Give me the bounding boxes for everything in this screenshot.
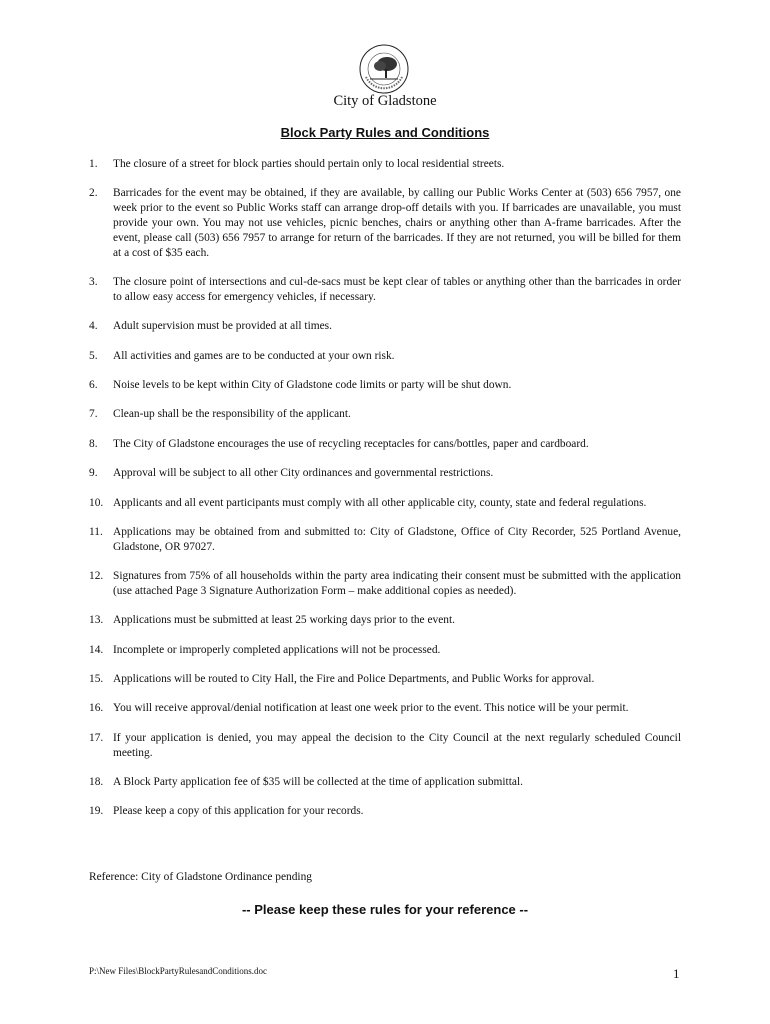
rule-item: [89, 643, 681, 658]
rule-number: 12.: [89, 570, 104, 583]
rule-item: [89, 569, 681, 599]
rule-item: [89, 701, 681, 716]
rule-text: The closure point of intersections and cul-de-sacs must be kept clear of tables or anything other than the barricades in order to allow easy access for emergency vehicles, if necessary.: [113, 275, 681, 303]
rule-item: [89, 275, 681, 305]
rules-list: [89, 157, 681, 819]
rule-text: Please keep a copy of this application for your records.: [113, 805, 364, 818]
rule-number: 1.: [89, 158, 98, 170]
rule-item: [89, 378, 681, 393]
rule-number: 11.: [89, 525, 103, 538]
rule-number: 15.: [89, 673, 104, 686]
rule-number: 3.: [89, 275, 98, 288]
city-seal-logo: [358, 43, 410, 95]
rule-text: Applicants and all event participants must comply with all other applicable city, county, state and federal regulations.: [113, 496, 647, 509]
city-name: City of Gladstone: [333, 93, 437, 109]
rule-text: All activities and games are to be conducted at your own risk.: [113, 349, 395, 362]
rule-text: Incomplete or improperly completed applications will not be processed.: [113, 643, 441, 656]
rule-item: [89, 613, 681, 628]
rule-text: Clean-up shall be the responsibility of the applicant.: [113, 408, 351, 421]
rule-text: The City of Gladstone encourages the use of recycling receptacles for cans/bottles, paper and cardboard.: [113, 437, 589, 450]
file-path: P:\New Files\BlockPartyRulesandConditions.doc: [89, 966, 267, 976]
reference-note: Reference: City of Gladstone Ordinance pending: [89, 871, 312, 883]
keep-rules-note: -- Please keep these rules for your reference --: [241, 902, 529, 917]
rule-item: [89, 466, 681, 481]
rule-item: [89, 349, 681, 364]
rule-number: 16.: [89, 702, 104, 715]
rule-item: [89, 157, 681, 172]
rule-item: [89, 186, 681, 260]
rule-text: Barricades for the event may be obtained, if they are available, by calling our Public Works Center at (503) 656 7957, one week prior to the event so Public Works staff can arrange drop-off details with you. If barricades are unavailable, you must provide your own. You may not use vehicles, picnic benches, chairs or anything other than A-frame barricades. After the event, please call (503) 656 7957 to arrange for return of the barricades. If they are not returned, you will be billed for them at a cost of $35 each.: [113, 187, 681, 259]
rule-item: [89, 525, 681, 555]
rule-item: [89, 775, 681, 790]
rule-text: You will receive approval/denial notification at least one week prior to the event. This notice will be your permit.: [113, 702, 629, 715]
rule-number: 4.: [89, 320, 98, 333]
document-title: Block Party Rules and Conditions: [280, 125, 490, 140]
rule-item: [89, 437, 681, 452]
rule-item: [89, 496, 681, 511]
rule-text: Applications must be submitted at least 25 working days prior to the event.: [113, 614, 455, 627]
rule-text: If your application is denied, you may appeal the decision to the City Council at the next regularly scheduled Council meeting.: [113, 731, 681, 759]
rule-item: [89, 804, 681, 819]
rule-number: 10.: [89, 496, 104, 509]
rule-number: 17.: [89, 731, 104, 744]
rule-number: 19.: [89, 805, 104, 818]
rule-text: Applications will be routed to City Hall, the Fire and Police Departments, and Public Works for approval.: [113, 673, 595, 686]
rule-number: 18.: [89, 776, 104, 789]
rule-number: 8.: [89, 437, 98, 450]
rule-text: Noise levels to be kept within City of Gladstone code limits or party will be shut down.: [113, 378, 512, 391]
rule-text: Applications may be obtained from and submitted to: City of Gladstone, Office of City Recorder, 525 Portland Avenue, Gladstone, OR 97027.: [113, 525, 681, 553]
rule-item: [89, 319, 681, 334]
rule-item: [89, 672, 681, 687]
rule-item: [89, 731, 681, 761]
rule-number: 14.: [89, 643, 104, 656]
rule-number: 13.: [89, 614, 104, 627]
rule-number: 7.: [89, 408, 98, 421]
rule-number: 9.: [89, 467, 98, 480]
rule-text: Signatures from 75% of all households within the party area indicating their consent must be submitted with the application (use attached Page 3 Signature Authorization Form – make additional copies as needed).: [113, 570, 681, 597]
rule-text: A Block Party application fee of $35 will be collected at the time of application submittal.: [113, 776, 523, 789]
rule-number: 5.: [89, 349, 98, 362]
rule-number: 2.: [89, 187, 98, 200]
rule-text: Adult supervision must be provided at all times.: [113, 320, 332, 333]
rule-text: The closure of a street for block parties should pertain only to local residential streets.: [113, 158, 505, 170]
rule-text: Approval will be subject to all other City ordinances and governmental restrictions.: [113, 467, 494, 480]
page-number: 1: [673, 966, 680, 981]
rule-number: 6.: [89, 378, 98, 391]
rule-item: [89, 407, 681, 422]
